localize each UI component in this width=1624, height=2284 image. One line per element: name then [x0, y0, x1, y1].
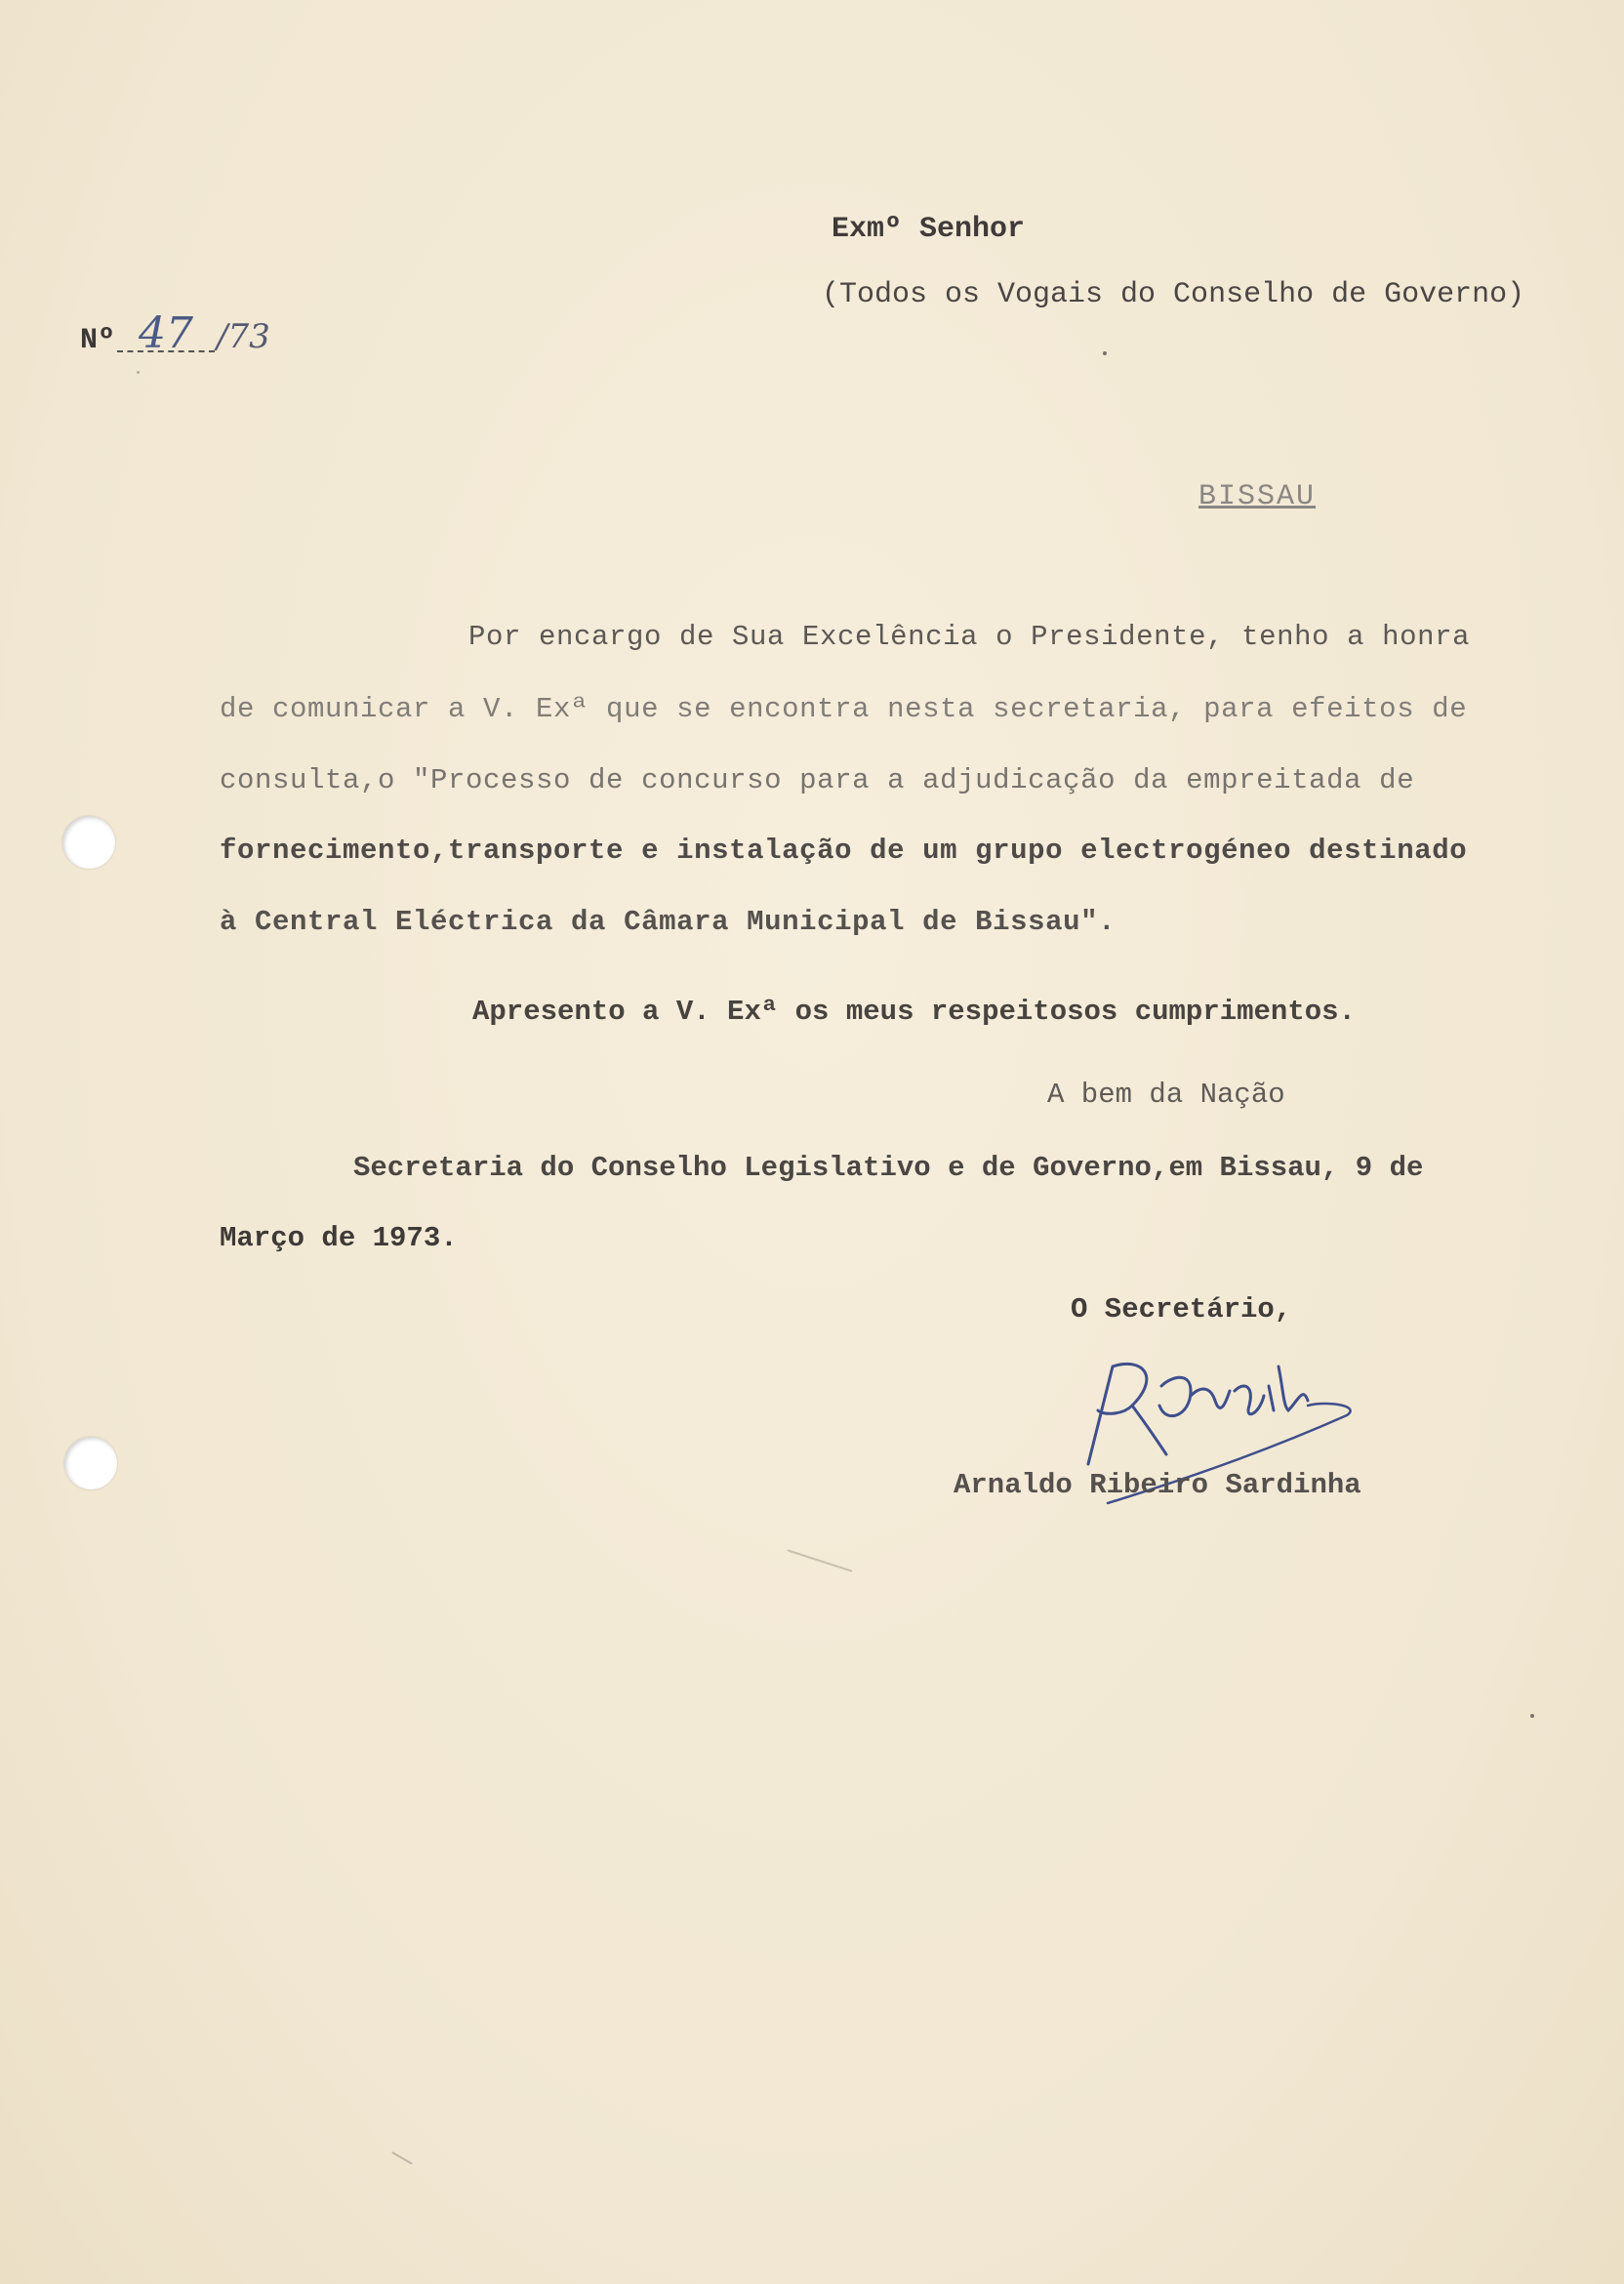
punch-hole	[62, 816, 115, 869]
addressee: (Todos os Vogais do Conselho de Governo)	[822, 278, 1525, 311]
date-line-1: Secretaria do Conselho Legislativo e de Governo,em Bissau, 9 de	[353, 1152, 1424, 1184]
number-prefix: Nº	[80, 324, 116, 357]
paper-speck	[137, 371, 140, 374]
paper-speck	[1103, 351, 1107, 355]
salutation: Exmº Senhor	[832, 213, 1026, 246]
handwritten-number: 47	[117, 317, 215, 352]
document-number	[80, 308, 270, 358]
signatory-role: O Secretário,	[1071, 1293, 1292, 1326]
body-line-1: Por encargo de Sua Excelência o Presidente, tenho a honra	[468, 621, 1471, 653]
paper-speck	[1530, 1714, 1534, 1718]
body-line-5: à Central Eléctrica da Câmara Municipal de Bissau".	[220, 906, 1116, 938]
date-line-2: Março de 1973.	[220, 1222, 458, 1254]
body-line-4: fornecimento,transporte e instalação de um grupo electrogéneo destinado	[220, 835, 1468, 867]
number-year: /73	[217, 317, 270, 356]
paper-mark	[391, 2151, 413, 2165]
paper-mark	[787, 1549, 852, 1572]
punch-hole	[64, 1437, 117, 1489]
greeting: Apresento a V. Exª os meus respeitosos cumprimentos.	[472, 996, 1356, 1028]
body-line-2: de comunicar a V. Exª que se encontra nesta secretaria, para efeitos de	[220, 693, 1468, 725]
closing: A bem da Nação	[1047, 1079, 1285, 1111]
city-heading: BISSAU	[1198, 480, 1317, 513]
body-line-3: consulta,o "Processo de concurso para a adjudicação da empreitada de	[220, 764, 1415, 796]
signatory-name: Arnaldo Ribeiro Sardinha	[954, 1469, 1361, 1501]
